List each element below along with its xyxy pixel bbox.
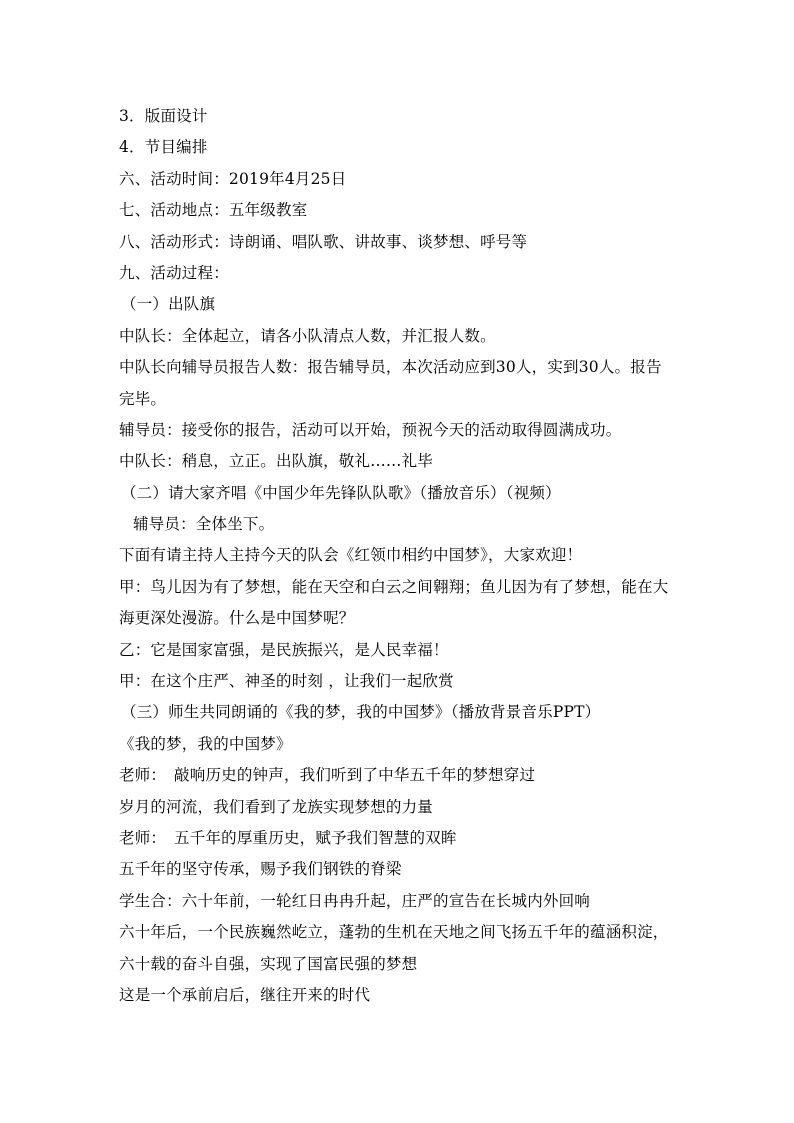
text-line: 4．节目编排: [119, 138, 208, 157]
text-line: 中队长：稍息，立正。出队旗，敬礼……礼毕: [119, 452, 434, 471]
text-line: 老师： 敲响历史的钟声，我们听到了中华五千年的梦想穿过: [119, 766, 536, 785]
text-line: 六、活动时间：2019年4月25日: [119, 169, 347, 188]
text-line: 六十载的奋斗自强，实现了国富民强的梦想: [119, 954, 418, 973]
text-line: 甲：鸟儿因为有了梦想，能在天空和白云之间翱翔；鱼儿因为有了梦想，能在大: [119, 577, 669, 596]
text-line: 3．版面设计: [119, 107, 208, 125]
text-line: （三）师生共同朗诵的《我的梦，我的中国梦》（播放背景音乐PPT）: [121, 703, 601, 722]
text-line: （二）请大家齐唱《中国少年先锋队队歌》（播放音乐）（视频）: [121, 483, 561, 502]
text-line: 海更深处漫游。什么是中国梦呢？: [119, 609, 355, 628]
text-line: 老师： 五千年的厚重历史，赋予我们智慧的双眸: [119, 828, 457, 847]
text-line: 下面有请主持人主持今天的队会《红领巾相约中国梦》，大家欢迎！: [119, 546, 583, 565]
text-line: 中队长向辅导员报告人数：报告辅导员，本次活动应到30人，实到30人。报告: [119, 358, 662, 377]
text-line: （一）出队旗: [121, 295, 216, 314]
text-line: 六十年后，一个民族巍然屹立，蓬勃的生机在天地之间飞扬五千年的蕴涵积淀，: [119, 923, 669, 942]
text-line: 完毕。: [119, 389, 167, 408]
text-line: 九、活动过程：: [119, 263, 229, 282]
document-body: [119, 101, 679, 1011]
text-line: 中队长：全体起立，请各小队清点人数，并汇报人数。: [119, 326, 496, 345]
text-line: 这是一个承前启后，继往开来的时代: [119, 985, 371, 1004]
text-line: 五千年的坚守传承，赐予我们钢铁的脊梁: [119, 860, 402, 879]
text-line: 学生合：六十年前，一轮红日冉冉升起，庄严的宣告在长城内外回响: [119, 891, 591, 910]
text-line: 八、活动形式：诗朗诵、唱队歌、讲故事、谈梦想、呼号等: [119, 232, 528, 251]
text-line: 辅导员：接受你的报告，活动可以开始，预祝今天的活动取得圆满成功。: [119, 420, 622, 439]
text-line: 甲：在这个庄严、神圣的时刻 ，让我们一起欣赏: [119, 672, 454, 691]
text-line: 乙：它是国家富强，是民族振兴，是人民幸福！: [119, 640, 449, 659]
text-line: 辅导员：全体坐下。: [133, 515, 275, 534]
text-line: 《我的梦，我的中国梦》: [119, 734, 292, 753]
text-line: 七、活动地点：五年级教室: [119, 201, 308, 220]
text-line: 岁月的河流，我们看到了龙族实现梦想的力量: [119, 797, 434, 816]
